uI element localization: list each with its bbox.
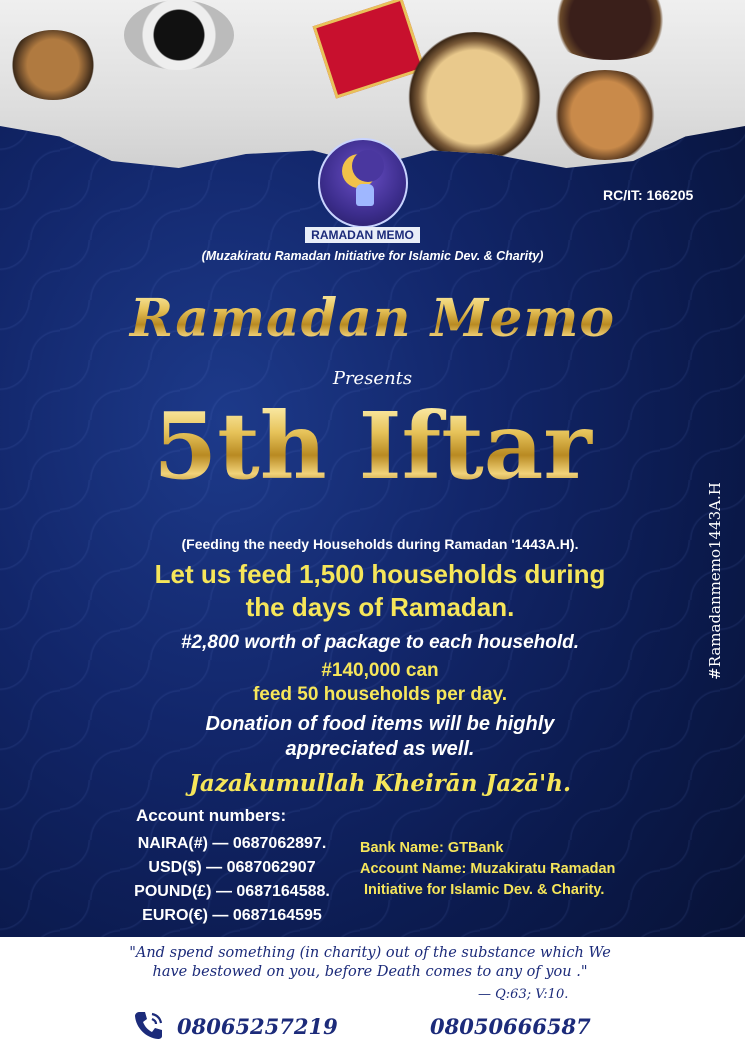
- quote-line-1: "And spend something (in charity) out of the substance which We: [129, 945, 611, 961]
- donation-note-line-2: appreciated as well.: [285, 738, 475, 760]
- bank-details: [360, 838, 615, 901]
- goal-headline-line-1: Let us feed 1,500 households during: [154, 559, 606, 589]
- donation-note-line-1: Donation of food items will be highly: [205, 713, 555, 735]
- account-numbers-title: Account numbers:: [136, 806, 287, 825]
- dates-bowl-image: [540, 0, 680, 60]
- phone-number-1[interactable]: 08065257219: [177, 1014, 338, 1039]
- account-euro: EURO(€) — 0687164595: [142, 907, 322, 924]
- goal-headline: [0, 558, 745, 623]
- logo-label: RAMADAN MEMO: [305, 227, 420, 243]
- phone-icon: [132, 1008, 166, 1042]
- bank-name: Bank Name: GTBank: [360, 840, 504, 856]
- lantern-icon: [356, 184, 374, 206]
- account-usd: USD($) — 0687062907: [148, 859, 316, 876]
- event-title: 5th Iftar: [0, 400, 745, 492]
- account-name-line-1: Account Name: Muzakiratu Ramadan: [360, 861, 616, 877]
- cashew-bowl-image: [402, 32, 547, 162]
- brand-title: Ramadan Memo: [0, 288, 745, 349]
- quote-line-2: have bestowed on you, before Death comes to any of you .": [152, 964, 588, 980]
- ramadan-memo-logo: [318, 138, 408, 228]
- organization-name: (Muzakiratu Ramadan Initiative for Islamic Dev. & Charity): [201, 249, 544, 263]
- daily-amount-text: #140,000 can: [321, 660, 439, 681]
- presents-text: Presents: [332, 368, 413, 389]
- account-numbers-list: [92, 832, 372, 928]
- crescent-moon-icon: [342, 154, 376, 188]
- account-name-line-2: Initiative for Islamic Dev. & Charity.: [364, 882, 605, 898]
- closing-blessing: Jazakumullah Kheirān Jazā'h.: [189, 770, 571, 797]
- rc-number: RC/IT: 166205: [603, 187, 694, 203]
- feeding-subtitle: (Feeding the needy Households during Ramadan '1443A.H).: [181, 536, 579, 552]
- quote-reference: — Q:63; V:10.: [478, 987, 569, 1002]
- hashtag-text: #Ramadanmemo1443A.H: [706, 482, 724, 680]
- coffee-cup-image: [124, 0, 234, 70]
- donation-note: [0, 712, 745, 762]
- daily-households-text: feed 50 households per day.: [252, 684, 508, 705]
- phone-number-2[interactable]: 08050666587: [430, 1014, 591, 1039]
- walnut-bowl-image: [545, 70, 665, 160]
- package-value-text: #2,800 worth of package to each household.: [180, 632, 580, 653]
- account-naira: NAIRA(#) — 0687062897.: [137, 835, 327, 852]
- almond-bowl-image: [8, 30, 98, 100]
- quran-quote: [90, 944, 650, 982]
- account-pound: POUND(£) — 0687164588.: [134, 883, 330, 900]
- goal-headline-line-2: the days of Ramadan.: [245, 591, 515, 622]
